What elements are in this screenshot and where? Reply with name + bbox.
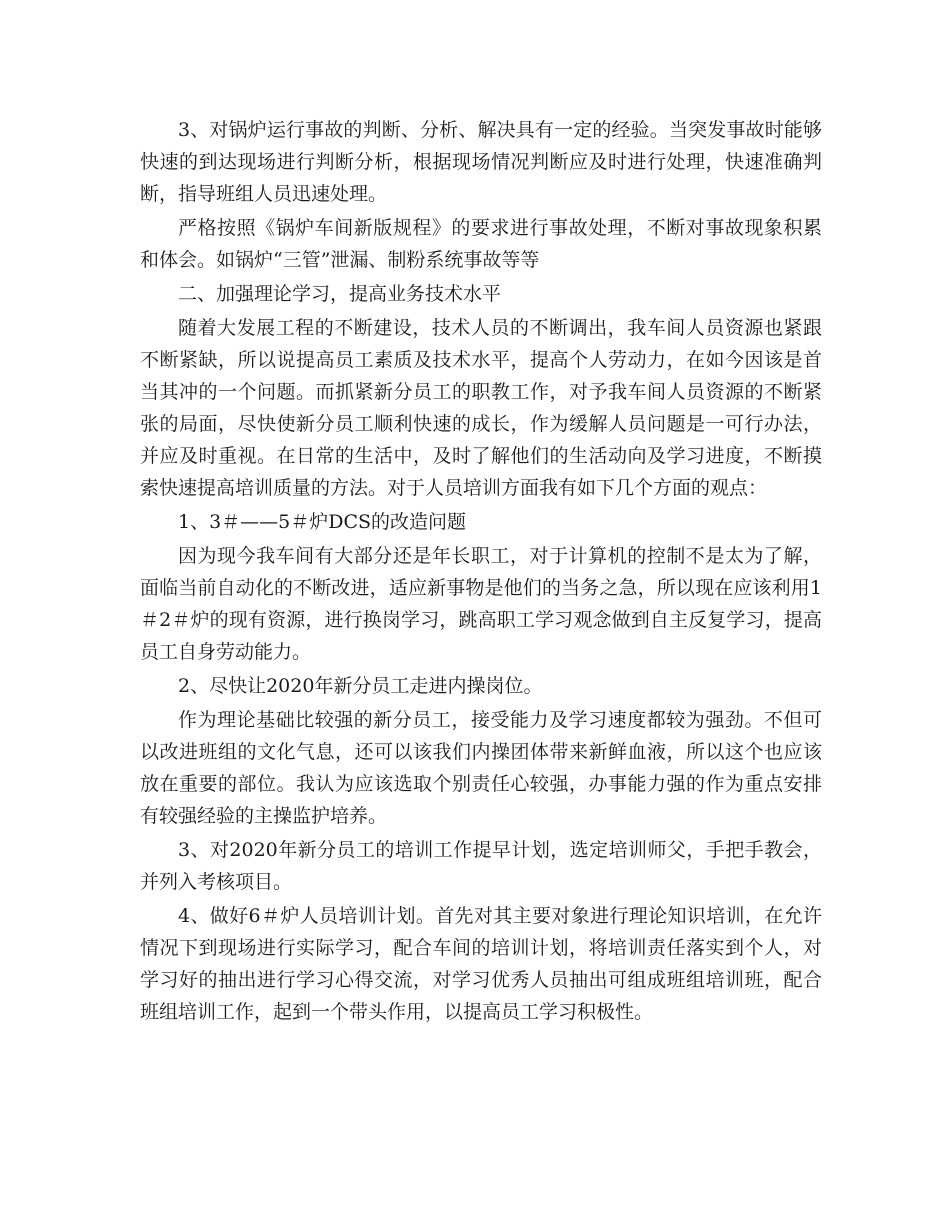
- paragraph-accident-experience: 3、对锅炉运行事故的判断、分析、解决具有一定的经验。当突发事故时能够快速的到达现场进行判断分析，根据现场情况判断应及时进行处理，快速准确判断，指导班组人员迅速处理。: [140, 119, 822, 205]
- paragraph-staff-resources: 随着大发展工程的不断建设，技术人员的不断调出，我车间人员资源也紧跟不断紧缺，所以说提高员工素质及技术水平，提高个人劳动力，在如今因该是首当其冲的一个问题。而抓紧新分员工的职教工作，对予我车间人员资源的不断紧张的局面，尽快使新分员工顺利快速的成长，作为缓解人员问题是一可行办法，并应及时重视。在日常的生活中，及时了解他们的生活动向及学习进度，不断摸索快速提高培训质量的方法。对于人员培训方面我有如下几个方面的观点：: [140, 317, 822, 499]
- item-training-plan-2020: 3、对2020年新分员工的培训工作提早计划，选定培训师父，手把手教会，并列入考核项目。: [140, 839, 822, 893]
- paragraph-new-staff-strength: 作为理论基础比较强的新分员工，接受能力及学习速度都较为强劲。不但可以改进班组的文化气息，还可以该我们内操团体带来新鲜血液，所以这个也应该放在重要的部位。我认为应该选取个别责任心较强，办事能力强的作为重点安排有较强经验的主操监护培养。: [140, 709, 822, 827]
- item-dcs-upgrade: 1、3＃——5＃炉DCS的改造问题: [178, 511, 467, 533]
- document-body: [140, 114, 822, 1030]
- section-heading-theory-study: 二、加强理论学习，提高业务技术水平: [178, 283, 502, 305]
- paragraph-older-staff: 因为现今我车间有大部分还是年长职工，对于计算机的控制不是太为了解，面临当前自动化的不断改进，适应新事物是他们的当务之急，所以现在应该利用1＃2＃炉的现有资源，进行换岗学习，跳高职工学习观念做到自主反复学习，提高员工自身劳动能力。: [140, 545, 822, 663]
- item-boiler6-training: 4、做好6＃炉人员培训计划。首先对其主要对象进行理论知识培训，在允许情况下到现场进行实际学习，配合车间的培训计划，将培训责任落实到个人，对学习好的抽出进行学习心得交流，对学习优秀人员抽出可组成班组培训班，配合班组培训工作，起到一个带头作用，以提高员工学习积极性。: [140, 905, 822, 1023]
- item-new-staff-inner-operation: 2、尽快让2020年新分员工走进内操岗位。: [178, 675, 543, 697]
- paragraph-strict-procedure: 严格按照《锅炉车间新版规程》的要求进行事故处理，不断对事故现象积累和体会。如锅炉“三管”泄漏、制粉系统事故等等: [140, 217, 822, 271]
